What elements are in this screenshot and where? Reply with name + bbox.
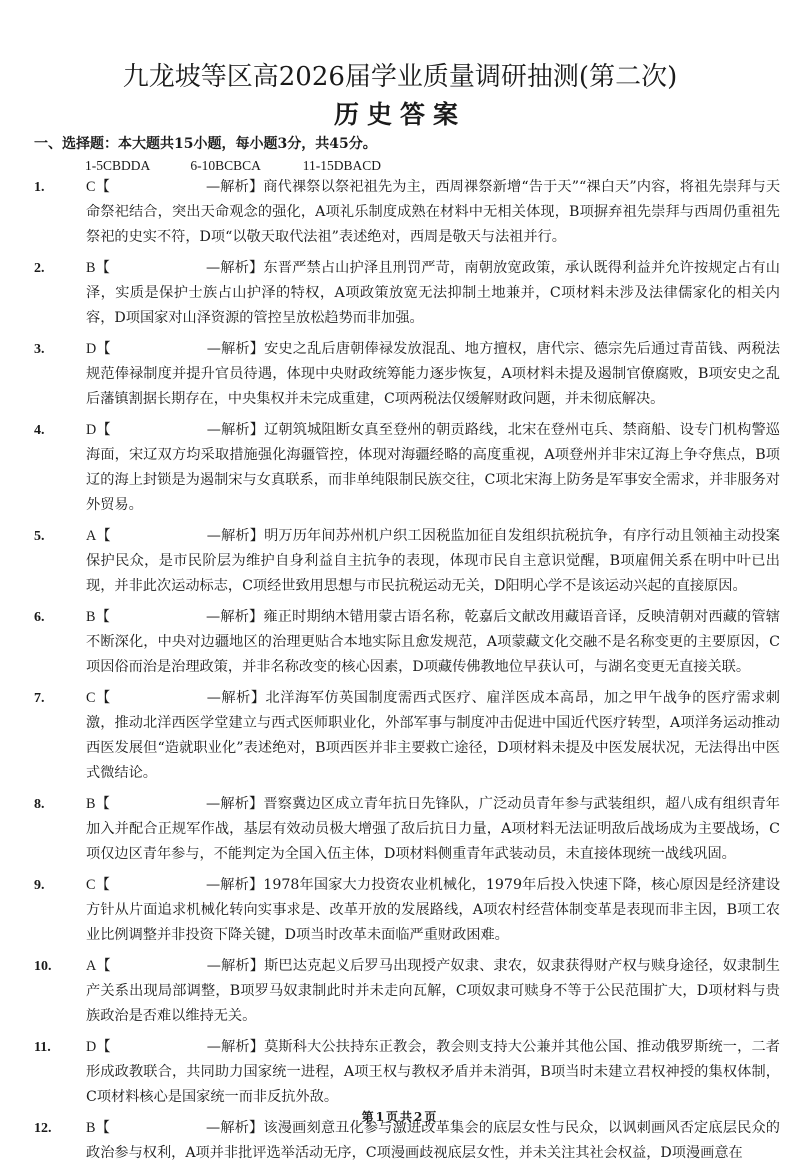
list-item	[34, 256, 780, 331]
list-item	[34, 337, 780, 412]
item-explanation: —解析】1978年国家大力投资农业机械化，1979年后投入快速下降，核心原因是经济建设方针从片面追求机械化转向实事求是、改革开放的发展路线，A项农村经营体制变革是表现而非主因，B项工农业比例调整并非投资下降关键，D项当时改革未面临严重财政困难。	[86, 877, 781, 943]
answer-explanations	[34, 175, 780, 1172]
item-number: 12.	[34, 1121, 52, 1136]
list-item	[34, 418, 780, 518]
item-answer: C【	[86, 690, 111, 706]
item-answer: C【	[86, 179, 110, 195]
item-number: 8.	[34, 797, 45, 812]
list-item	[34, 954, 780, 1029]
item-number: 9.	[34, 878, 45, 893]
item-number: 11.	[34, 1040, 51, 1055]
item-number: 2.	[34, 261, 45, 276]
list-item	[34, 175, 780, 250]
item-number: 4.	[34, 423, 45, 438]
item-explanation: —解析】雍正时期纳木错用蒙古语名称，乾嘉后文献改用藏语音译，反映清朝对西藏的管辖不断深化，中央对边疆地区的治理更贴合本地实际且愈发规范，A项蒙藏文化交融不是名称变更的主要原因，C项因俗而治是治理政策，并非名称改变的核心因素，D项藏传佛教地位早获认可，与湖名变更无直接关联。	[86, 609, 780, 675]
item-answer: B【	[86, 796, 110, 812]
item-number: 10.	[34, 959, 52, 974]
item-answer: B【	[86, 609, 110, 625]
section-heading: 一、选择题：本大题共15小题，每小题3分，共45分。	[34, 136, 377, 152]
document-subtitle: 历史答案	[333, 100, 466, 129]
item-number: 5.	[34, 529, 45, 544]
page-footer: 第1页共2页	[361, 1110, 439, 1124]
item-explanation: —解析】商代祼祭以祭祀祖先为主，西周祼祭新增“告于天”“祼白天”内容，将祖先崇拜与天命祭祀结合，突出天命观念的强化，A项礼乐制度成熟在材料中无相关体现，B项摒弃祖先崇拜与西周仍重祖先祭祀的史实不符，D项“以敬天取代法祖”表述绝对，西周是敬天与法祖并行。	[86, 179, 781, 245]
list-item	[34, 792, 780, 867]
item-answer: C【	[86, 877, 110, 893]
item-answer: A【	[86, 958, 111, 974]
item-answer: B【	[86, 260, 110, 276]
list-item	[34, 686, 780, 786]
list-item	[34, 524, 780, 599]
item-explanation: —解析】安史之乱后唐朝俸禄发放混乱、地方擅权，唐代宗、德宗先后通过青苗钱、两税法规范俸禄制度并提升官员待遇，体现中央财政统筹能力逐步恢复，A项材料未提及遏制官僚腐败，B项安史之乱后藩镇割据长期存在，中央集权并未完成重建，C项两税法仅缓解财政问题，并未彻底解决。	[86, 341, 780, 407]
item-answer: D【	[86, 341, 111, 357]
answer-key-line	[85, 157, 381, 175]
item-explanation: —解析】东晋严禁占山护泽且刑罚严苛，南朝放宽政策，承认既得利益并允许按规定占有山泽，实质是保护士族占山护泽的特权，A项政策放宽无法抑制土地兼并，C项材料未涉及法律儒家化的相关内容，D项国家对山泽资源的管控呈放松趋势而非加强。	[86, 260, 780, 326]
item-answer: D【	[86, 422, 111, 438]
item-answer: B【	[86, 1120, 110, 1136]
item-number: 3.	[34, 342, 45, 357]
list-item	[34, 605, 780, 680]
list-item	[34, 873, 780, 948]
item-explanation: —解析】斯巴达克起义后罗马出现授产奴隶、隶农，奴隶获得财产权与赎身途径，奴隶制生产关系出现局部调整，B项罗马奴隶制此时并未走向瓦解，C项奴隶可赎身不等于公民范围扩大，D项材料与贵族政治是否难以维持无关。	[86, 958, 780, 1024]
item-explanation: —解析】该漫画刻意丑化参与激进改革集会的底层女性与民众，以讽刺画风否定底层民众的政治参与权利，A项并非批评选举活动无序，C项漫画歧视底层女性，并未关注其社会权益，D项漫画意在	[86, 1120, 780, 1161]
document-title: 九龙坡等区高2026届学业质量调研抽测(第二次)	[122, 62, 678, 92]
item-explanation: —解析】辽朝筑城阻断女真至登州的朝贡路线，北宋在登州屯兵、禁商船、设专门机构警巡海面，宋辽双方均采取措施强化海疆管控，体现对海疆经略的高度重视，A项登州并非宋辽海上争夺焦点，B项辽的海上封锁是为遏制宋与女真联系，而非单纯限制民族交往，C项北宋海上防务是军事安全需求，并非服务对外贸易。	[86, 422, 780, 513]
list-item	[34, 1035, 780, 1110]
item-number: 6.	[34, 610, 45, 625]
answer-key-1-5: 1-5CBDDA	[85, 158, 151, 173]
item-explanation: —解析】晋察冀边区成立青年抗日先锋队，广泛动员青年参与武装组织，超八成有组织青年加入并配合正规军作战，基层有效动员极大增强了敌后抗日力量，A项材料无法证明敌后战场成为主要战场，C项仅边区青年参与，不能判定为全国入伍主体，D项材料侧重青年武装动员，未直接体现统一战线巩固。	[86, 796, 780, 862]
answer-key-11-15: 11-15DBACD	[302, 158, 382, 173]
item-number: 7.	[34, 691, 45, 706]
item-explanation: —解析】明万历年间苏州机户织工因税监加征自发组织抗税抗争，有序行动且领袖主动投案保护民众，是市民阶层为维护自身利益自主抗争的表现，体现市民自主意识觉醒，B项雇佣关系在明中叶已出现，并非此次运动标志，C项经世致用思想与市民抗税运动无关，D阳明心学不是该运动兴起的直接原因。	[86, 528, 780, 594]
item-answer: A【	[86, 528, 111, 544]
item-explanation: —解析】北洋海军仿英国制度需西式医疗、雇洋医成本高昂，加之甲午战争的医疗需求刺激，推动北洋西医学堂建立与西式医师职业化，外部军事与制度冲击促进中国近代医疗转型，A项洋务运动推动西医发展但“造就职业化”表述绝对，B项西医并非主要救亡途径，D项材料未提及中医发展状况，无法得出中医式微结论。	[86, 690, 780, 781]
item-number: 1.	[34, 180, 45, 195]
item-answer: D【	[86, 1039, 111, 1055]
item-explanation: —解析】莫斯科大公扶持东正教会，教会则支持大公兼并其他公国、推动俄罗斯统一，二者形成政教联合，共同助力国家统一进程，A项王权与教权矛盾并未消弭，B项当时未建立君权神授的集权体制，C项材料核心是国家统一而非反抗外敌。	[86, 1039, 780, 1105]
answer-key-6-10: 6-10BCBCA	[190, 158, 261, 173]
